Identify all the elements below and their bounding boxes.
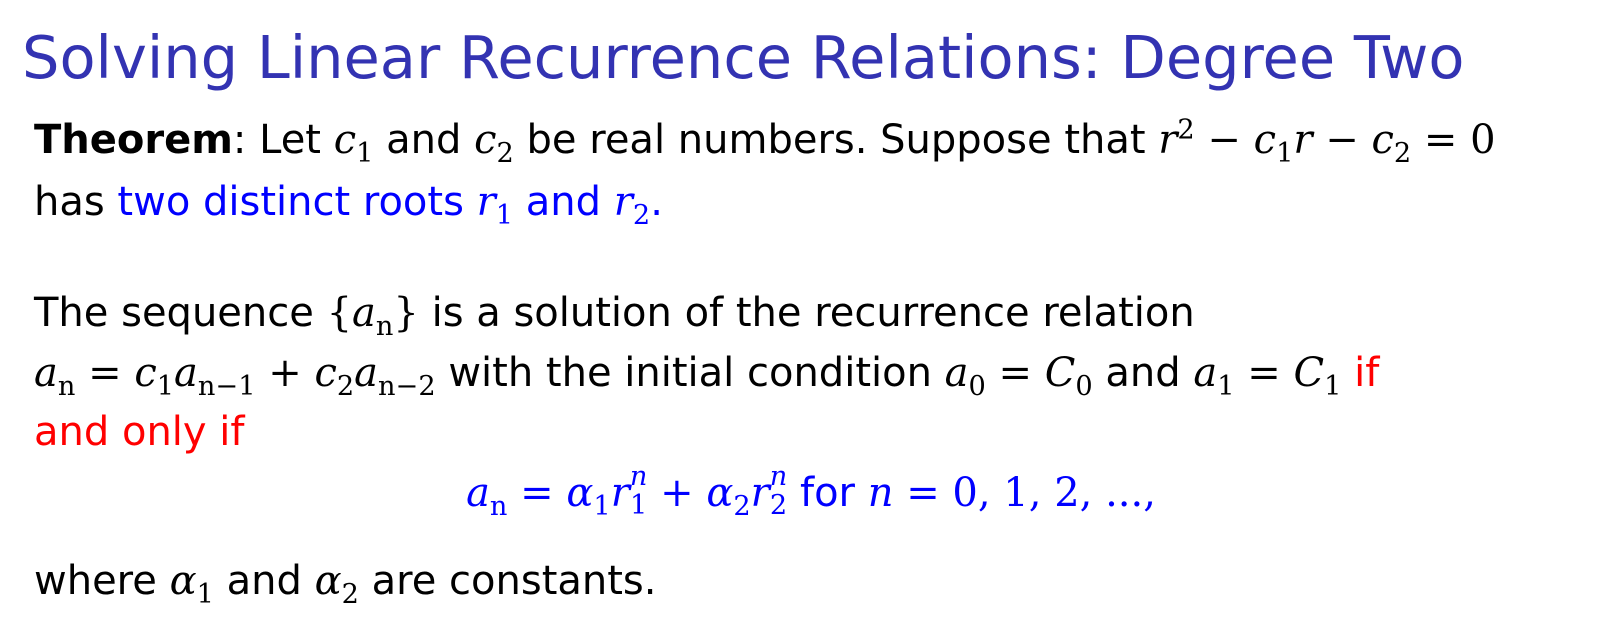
statement-line-2	[34, 348, 1380, 402]
sequence-set: $\{a_n\}$	[326, 290, 419, 342]
slide-title: Solving Linear Recurrence Relations: Degree Two	[22, 23, 1465, 92]
statement-intro: The sequence	[34, 290, 327, 336]
formula-n-range: n = 0, 1, 2, ...,	[867, 470, 1156, 516]
distinct-roots-phrase: two distinct roots $r_1$ and $r_2$.	[117, 179, 663, 231]
iff-part-2: and only if	[34, 409, 245, 455]
theorem-and-1: and	[373, 117, 475, 163]
var-c1: $c_1$	[333, 117, 374, 169]
solution-formula	[0, 460, 1622, 523]
statement-line-3	[34, 407, 245, 457]
theorem-has: has	[34, 179, 118, 225]
formula-for: for	[787, 470, 868, 516]
theorem-text-1: be real numbers. Suppose that	[513, 117, 1159, 163]
initial-condition-text: with the initial condition	[435, 350, 945, 396]
theorem-line-1	[34, 114, 1496, 169]
statement-line-1	[34, 288, 1195, 342]
conclusion-and: and	[213, 558, 315, 604]
recurrence-relation: $a_n = c_1a_{n-1} + c_2a_{n-2}$	[34, 350, 436, 402]
initial-condition-and: and	[1092, 350, 1194, 396]
var-alpha2: $\alpha_2$	[314, 558, 359, 610]
characteristic-equation: $r^2 - c_1r - c_2 = 0$	[1158, 114, 1496, 169]
theorem-label: Theorem	[34, 117, 233, 163]
statement-rest: is a solution of the recurrence relation	[418, 290, 1195, 336]
formula-expression: $a_n = \alpha_1r$ n 1 + $\alpha_2r$ n 2	[466, 460, 788, 522]
conclusion-line	[34, 556, 657, 610]
initial-condition-a1: $a_1 = C_1$	[1193, 350, 1342, 402]
theorem-colon: :	[232, 117, 247, 163]
iff-part-1: if	[1341, 350, 1380, 396]
var-c2: $c_2$	[474, 117, 514, 169]
theorem-intro: Let	[246, 117, 334, 163]
conclusion-where: where	[34, 558, 170, 604]
initial-condition-a0: $a_0 = C_0$	[944, 350, 1093, 402]
conclusion-rest: are constants.	[358, 558, 657, 604]
theorem-line-2	[34, 177, 663, 231]
var-alpha1: $\alpha_1$	[169, 558, 214, 610]
